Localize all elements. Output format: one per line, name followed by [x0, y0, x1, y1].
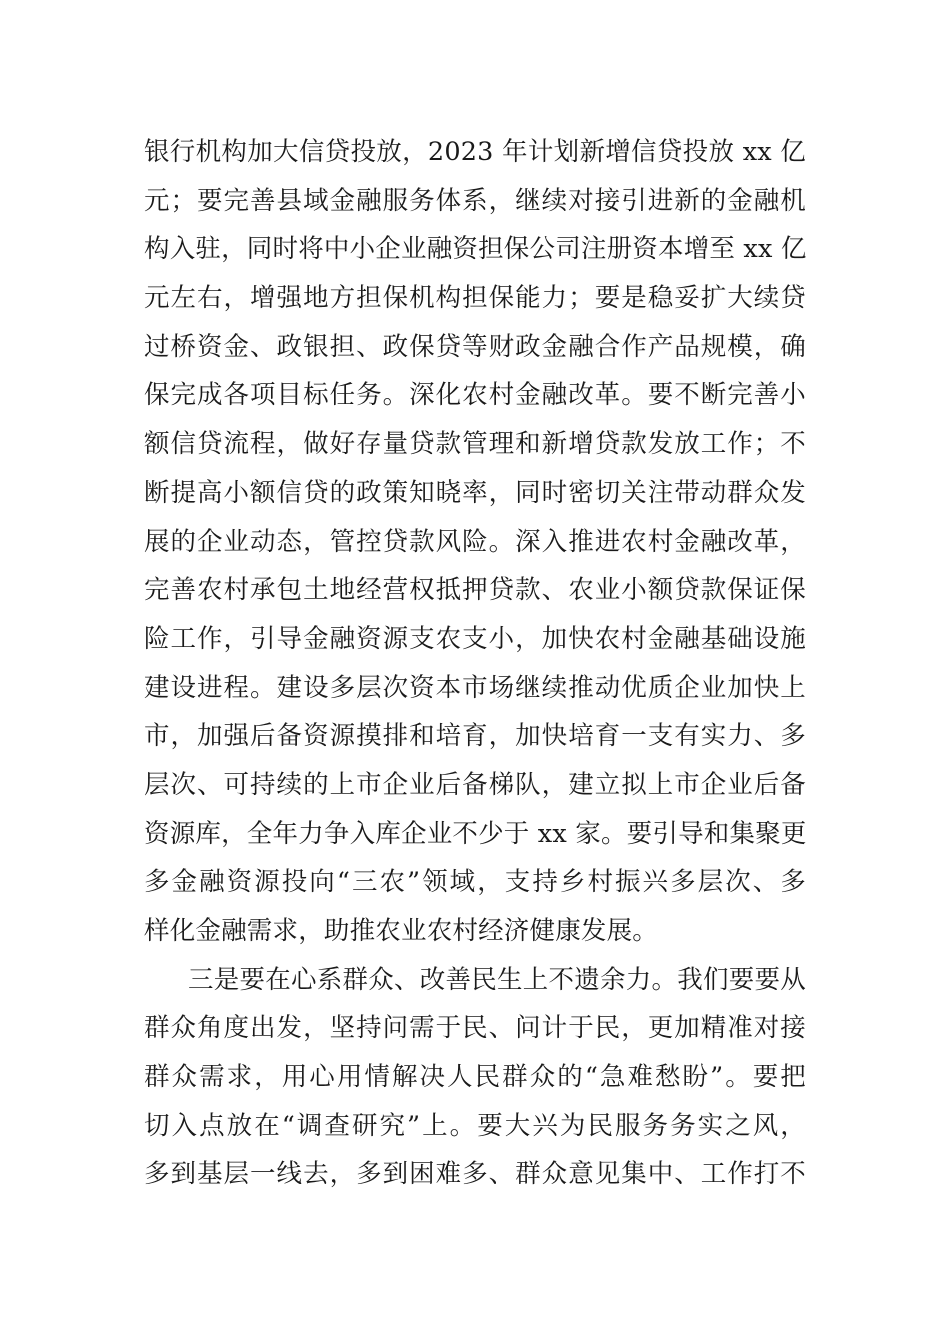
text-line: 元；要完善县域金融服务体系，继续对接引进新的金融机 [144, 185, 806, 216]
text-line: 展的企业动态，管控贷款风险。深入推进农村金融改革， [144, 526, 806, 557]
text-line: 完善农村承包土地经营权抵押贷款、农业小额贷款保证保 [144, 575, 806, 606]
text-line: 断提高小额信贷的政策知晓率，同时密切关注带动群众发 [144, 477, 806, 508]
text-line: 过桥资金、政银担、政保贷等财政金融合作产品规模，确 [144, 331, 806, 362]
text-line: 群众角度出发，坚持问需于民、问计于民，更加精准对接 [144, 1013, 806, 1044]
text-line: 切入点放在“调查研究”上。要大兴为民服务务实之风， [144, 1110, 806, 1141]
text-line: 多金融资源投向“三农”领域，支持乡村振兴多层次、多 [144, 867, 806, 898]
text-line: 样化金融需求，助推农业农村经济健康发展。 [144, 916, 659, 946]
text-line: 多到基层一线去，多到困难多、群众意见集中、工作打不 [144, 1159, 806, 1190]
text-line: 保完成各项目标任务。深化农村金融改革。要不断完善小 [144, 380, 806, 411]
text-line: 资源库，全年力争入库企业不少于 xx 家。要引导和集聚更 [144, 818, 807, 849]
text-line: 层次、可持续的上市企业后备梯队，建立拟上市企业后备 [144, 769, 806, 800]
paragraph-1 [144, 128, 806, 956]
text-line: 市，加强后备资源摸排和培育，加快培育一支有实力、多 [144, 721, 806, 752]
text-line: 三是要在心系群众、改善民生上不遗余力。我们要要从 [188, 964, 806, 995]
text-line: 构入驻，同时将中小企业融资担保公司注册资本增至 xx 亿 [144, 234, 807, 265]
text-line: 建设进程。建设多层次资本市场继续推动优质企业加快上 [144, 672, 806, 703]
paragraph-2 [144, 956, 806, 1199]
document-body [144, 128, 806, 1199]
text-line: 额信贷流程，做好存量贷款管理和新增贷款发放工作；不 [144, 429, 806, 460]
text-line: 险工作，引导金融资源支农支小，加快农村金融基础设施 [144, 623, 806, 654]
text-line: 银行机构加大信贷投放，2023 年计划新增信贷投放 xx 亿 [144, 137, 806, 167]
text-line: 群众需求，用心用情解决人民群众的“急难愁盼”。要把 [144, 1062, 806, 1093]
text-line: 元左右，增强地方担保机构担保能力；要是稳妥扩大续贷 [144, 283, 806, 314]
